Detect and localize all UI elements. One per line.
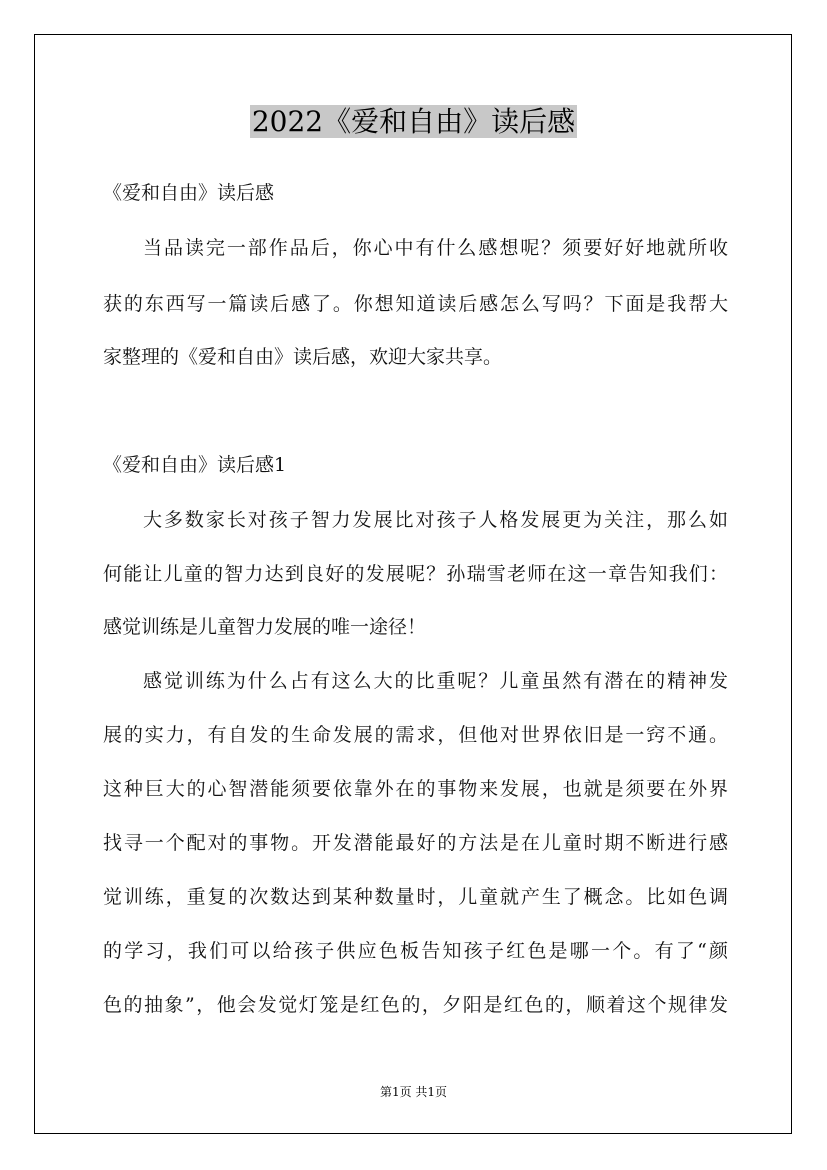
paragraph-line: 展的实力，有自发的生命发展的需求，但他对世界依旧是一窍不通。	[103, 724, 728, 746]
paragraph-line: 这种巨大的心智潜能须要依靠外在的事物来发展，也就是须要在外界	[103, 778, 728, 800]
section-heading: 《爱和自由》读后感1	[103, 454, 287, 476]
paragraph-line: 何能让儿童的智力达到良好的发展呢？孙瑞雪老师在这一章告知我们：	[103, 563, 728, 585]
paragraph-line: 感觉训练是儿童智力发展的唯一途径！	[103, 616, 427, 638]
paragraph-line: 的学习，我们可以给孩子供应色板告知孩子红色是哪一个。有了“颜	[103, 940, 728, 962]
document-title	[0, 103, 827, 141]
paragraph-line: 觉训练，重复的次数达到某种数量时，儿童就产生了概念。比如色调	[103, 886, 728, 908]
paragraph-line: 色的抽象”，他会发觉灯笼是红色的，夕阳是红色的，顺着这个规律发	[103, 994, 728, 1016]
paragraph-line: 感觉训练为什么占有这么大的比重呢？儿童虽然有潜在的精神发	[143, 670, 728, 692]
page-footer: 第1页 共1页	[379, 1085, 448, 1099]
paragraph-line: 获的东西写一篇读后感了。你想知道读后感怎么写吗？下面是我帮大	[103, 293, 728, 315]
paragraph-line: 当品读完一部作品后，你心中有什么感想呢？须要好好地就所收	[143, 237, 728, 259]
section-heading: 《爱和自由》读后感	[103, 182, 275, 204]
paragraph-line: 家整理的《爱和自由》读后感，欢迎大家共享。	[103, 346, 503, 368]
paragraph-line: 大多数家长对孩子智力发展比对孩子人格发展更为关注，那么如	[143, 509, 728, 531]
title-highlight: 2022《爱和自由》读后感	[251, 105, 576, 138]
paragraph-line: 找寻一个配对的事物。开发潜能最好的方法是在儿童时期不断进行感	[103, 832, 728, 854]
